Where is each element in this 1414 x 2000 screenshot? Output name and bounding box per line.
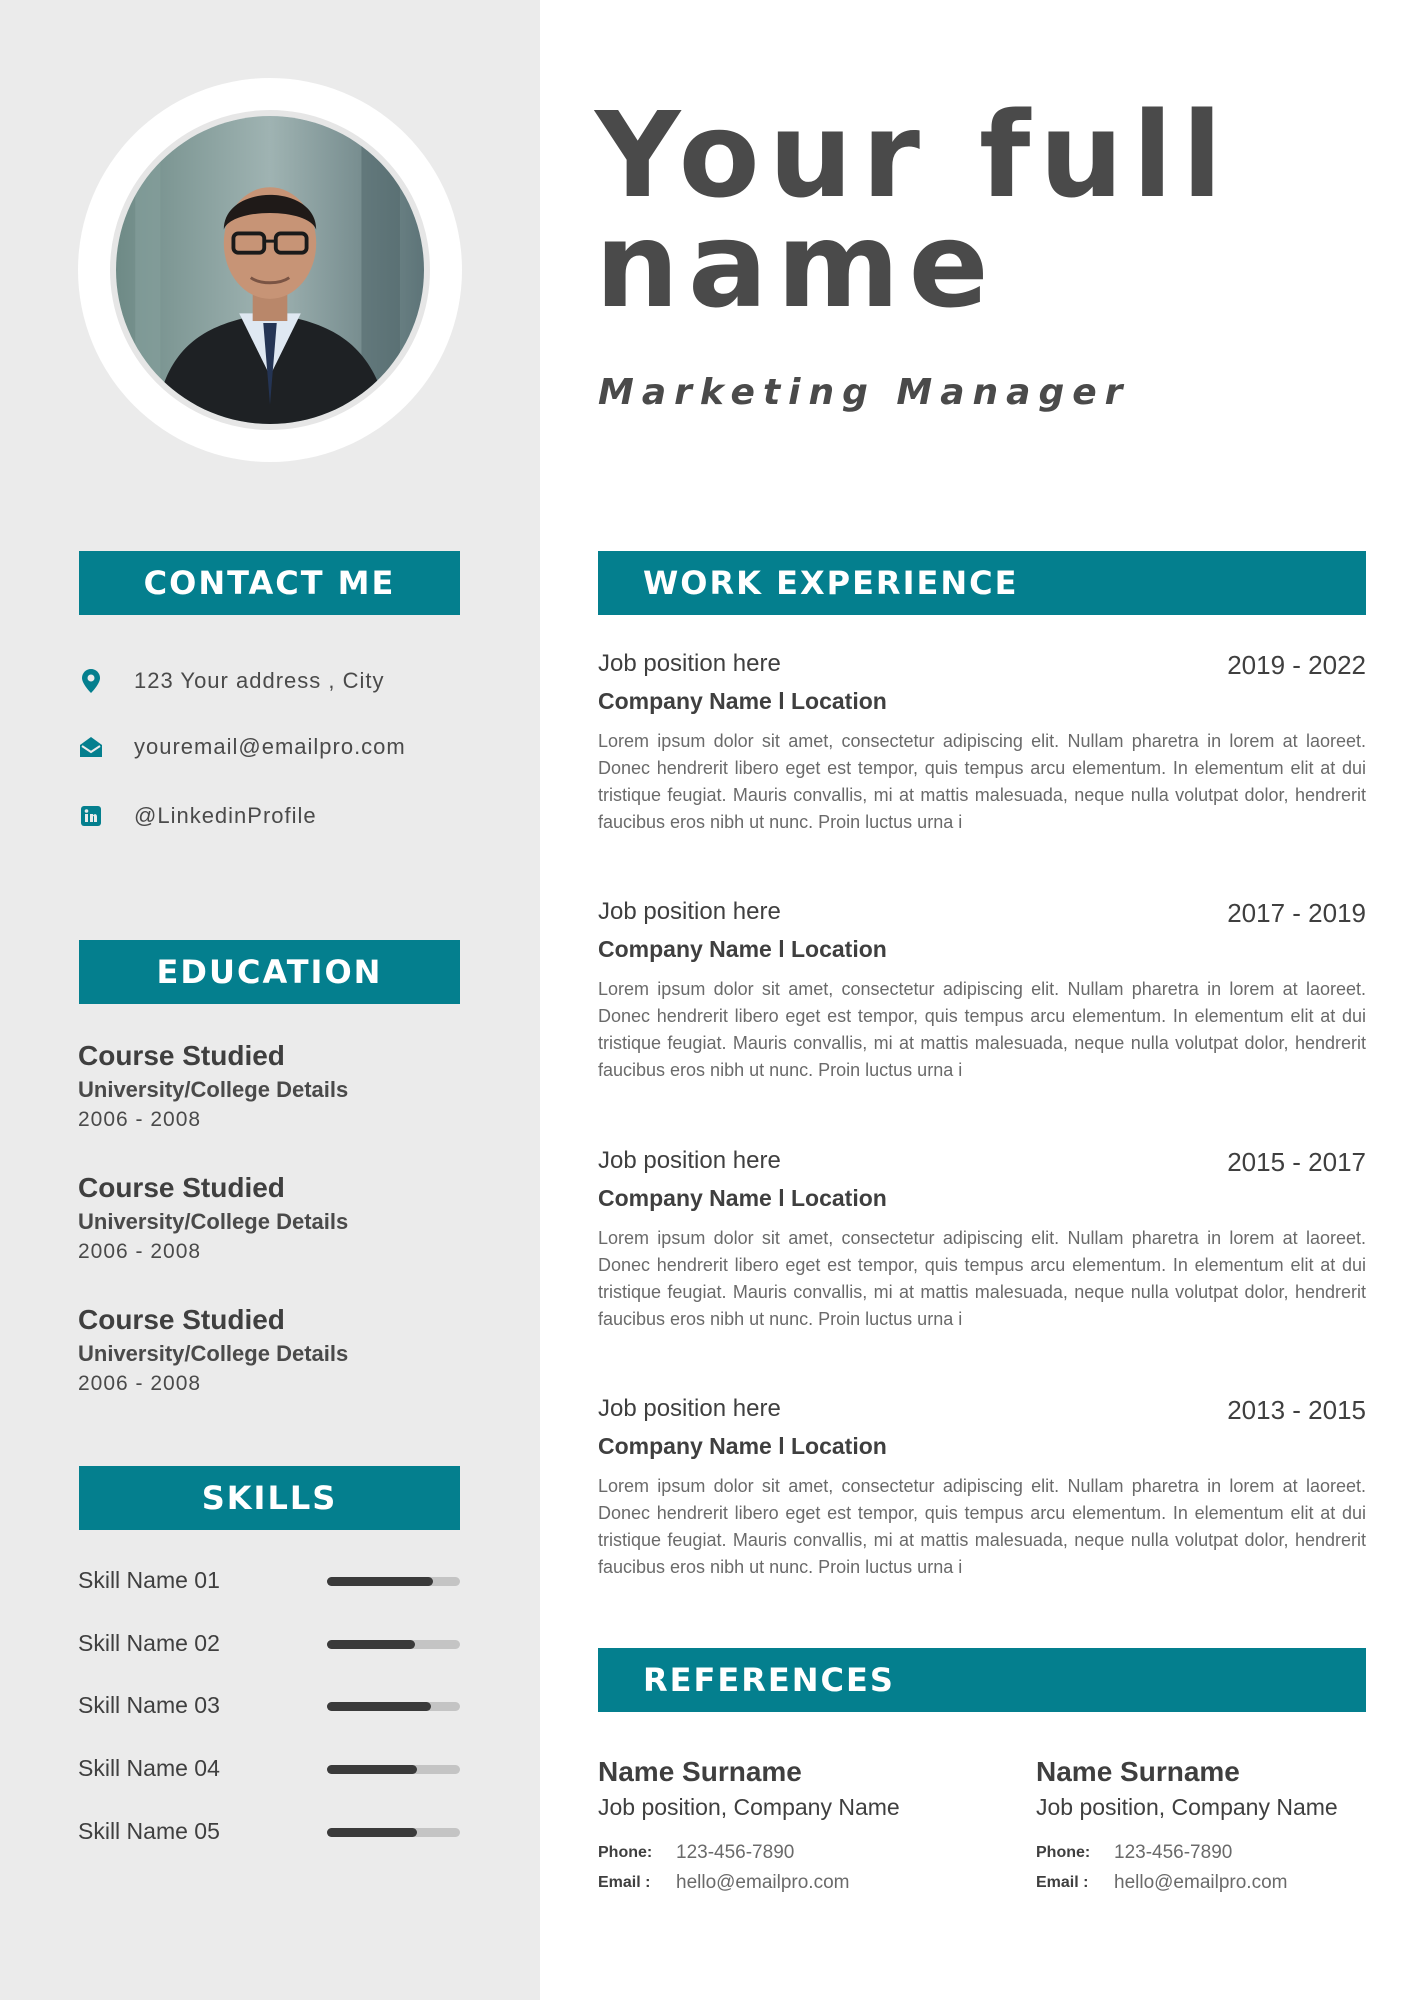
skill-name: Skill Name 02	[78, 1630, 220, 1656]
linkedin-icon	[78, 803, 104, 829]
reference-email-row	[598, 1868, 938, 1898]
job-description: Lorem ipsum dolor sit amet, consectetur adipiscing elit. Nullam pharetra in lorem at laoreet. Donec hendrerit libero eget est tempor, quis tempus arcu elementum. In elementum elit at dui tristique feugiat. Mauris convallis, mi at mattis malesuada, neque nulla volutpat dolor, hendrerit faucibus eros nibh ut nunc. Proin luctus urna i	[598, 1476, 1366, 1577]
reference-name: Name Surname	[1036, 1756, 1240, 1787]
education-entry	[78, 1170, 478, 1266]
email-label: Email :	[598, 1874, 651, 1891]
reference-job: Job position, Company Name	[1036, 1794, 1338, 1820]
course-name: Course Studied	[78, 1304, 285, 1335]
education-years: 2006 - 2008	[78, 1240, 202, 1263]
reference-phone[interactable]: 123-456-7890	[1114, 1842, 1233, 1863]
work-entry	[598, 1395, 1366, 1595]
course-name: Course Studied	[78, 1172, 285, 1203]
skill-level-bar	[327, 1577, 460, 1586]
reference-phone[interactable]: 123-456-7890	[676, 1842, 795, 1863]
education-section-header: EDUCATION	[79, 940, 460, 1004]
job-position: Job position here	[598, 1395, 781, 1422]
school-details: University/College Details	[78, 1341, 349, 1366]
company-location: Company Name l Location	[598, 1433, 887, 1459]
contact-email-text[interactable]: youremail@emailpro.com	[134, 734, 406, 759]
job-years: 2017 - 2019	[1227, 898, 1366, 928]
contact-linkedin-text[interactable]: @LinkedinProfile	[134, 803, 317, 828]
school-details: University/College Details	[78, 1077, 349, 1102]
job-years: 2013 - 2015	[1227, 1395, 1366, 1425]
phone-label: Phone:	[598, 1844, 653, 1861]
skill-level-fill	[327, 1765, 417, 1774]
envelope-icon	[78, 734, 104, 760]
skill-row	[78, 1560, 460, 1600]
phone-label: Phone:	[1036, 1844, 1091, 1861]
contact-address	[78, 661, 384, 701]
skill-name: Skill Name 01	[78, 1567, 220, 1593]
reference-entry	[598, 1754, 938, 1898]
location-pin-icon	[78, 668, 104, 694]
job-description: Lorem ipsum dolor sit amet, consectetur adipiscing elit. Nullam pharetra in lorem at laoreet. Donec hendrerit libero eget est tempor, quis tempus arcu elementum. In elementum elit at dui tristique feugiat. Mauris convallis, mi at mattis malesuada, neque nulla volutpat dolor, hendrerit faucibus eros nibh ut nunc. Proin luctus urna i	[598, 979, 1366, 1080]
reference-phone-row	[598, 1838, 938, 1868]
contact-linkedin[interactable]	[78, 796, 317, 836]
skill-row	[78, 1623, 460, 1663]
education-entry	[78, 1038, 478, 1134]
skill-level-bar	[327, 1640, 460, 1649]
education-entry	[78, 1302, 478, 1398]
company-location: Company Name l Location	[598, 936, 887, 962]
contact-address-text: 123 Your address , City	[134, 668, 385, 693]
profile-photo	[110, 110, 430, 430]
work-experience-section-header: WORK EXPERIENCE	[598, 551, 1366, 615]
job-title: Marketing Manager	[598, 372, 1131, 413]
skill-row	[78, 1748, 460, 1788]
skill-name: Skill Name 03	[78, 1692, 220, 1718]
reference-phone-row	[1036, 1838, 1376, 1868]
job-description: Lorem ipsum dolor sit amet, consectetur adipiscing elit. Nullam pharetra in lorem at laoreet. Donec hendrerit libero eget est tempor, quis tempus arcu elementum. In elementum elit at dui tristique feugiat. Mauris convallis, mi at mattis malesuada, neque nulla volutpat dolor, hendrerit faucibus eros nibh ut nunc. Proin luctus urna i	[598, 731, 1366, 832]
skill-row	[78, 1811, 460, 1851]
education-years: 2006 - 2008	[78, 1372, 202, 1395]
skill-level-bar	[327, 1828, 460, 1837]
reference-email[interactable]: hello@emailpro.com	[1114, 1872, 1288, 1893]
skill-name: Skill Name 05	[78, 1818, 220, 1844]
company-location: Company Name l Location	[598, 688, 887, 714]
skill-level-bar	[327, 1765, 460, 1774]
skill-level-fill	[327, 1577, 433, 1586]
course-name: Course Studied	[78, 1040, 285, 1071]
reference-email[interactable]: hello@emailpro.com	[676, 1872, 850, 1893]
job-description: Lorem ipsum dolor sit amet, consectetur adipiscing elit. Nullam pharetra in lorem at laoreet. Donec hendrerit libero eget est tempor, quis tempus arcu elementum. In elementum elit at dui tristique feugiat. Mauris convallis, mi at mattis malesuada, neque nulla volutpat dolor, hendrerit faucibus eros nibh ut nunc. Proin luctus urna i	[598, 1228, 1366, 1329]
skill-row	[78, 1685, 460, 1725]
company-location: Company Name l Location	[598, 1185, 887, 1211]
reference-entry	[1036, 1754, 1376, 1898]
education-years: 2006 - 2008	[78, 1108, 202, 1131]
work-entry	[598, 1147, 1366, 1347]
work-entry	[598, 898, 1366, 1098]
skill-level-fill	[327, 1702, 431, 1711]
reference-name: Name Surname	[598, 1756, 802, 1787]
job-position: Job position here	[598, 650, 781, 677]
portrait-image	[116, 116, 424, 424]
skills-section-header: SKILLS	[79, 1466, 460, 1530]
contact-section-header: CONTACT ME	[79, 551, 460, 615]
reference-email-row	[1036, 1868, 1376, 1898]
reference-job: Job position, Company Name	[598, 1794, 900, 1820]
job-position: Job position here	[598, 898, 781, 925]
job-years: 2019 - 2022	[1227, 650, 1366, 680]
full-name-heading: Your full name	[595, 86, 1232, 334]
skill-level-fill	[327, 1828, 417, 1837]
skill-name: Skill Name 04	[78, 1755, 220, 1781]
skill-level-fill	[327, 1640, 415, 1649]
work-entry	[598, 650, 1366, 850]
school-details: University/College Details	[78, 1209, 349, 1234]
email-label: Email :	[1036, 1874, 1089, 1891]
job-years: 2015 - 2017	[1227, 1147, 1366, 1177]
job-position: Job position here	[598, 1147, 781, 1174]
contact-email[interactable]	[78, 727, 406, 767]
references-section-header: REFERENCES	[598, 1648, 1366, 1712]
skill-level-bar	[327, 1702, 460, 1711]
